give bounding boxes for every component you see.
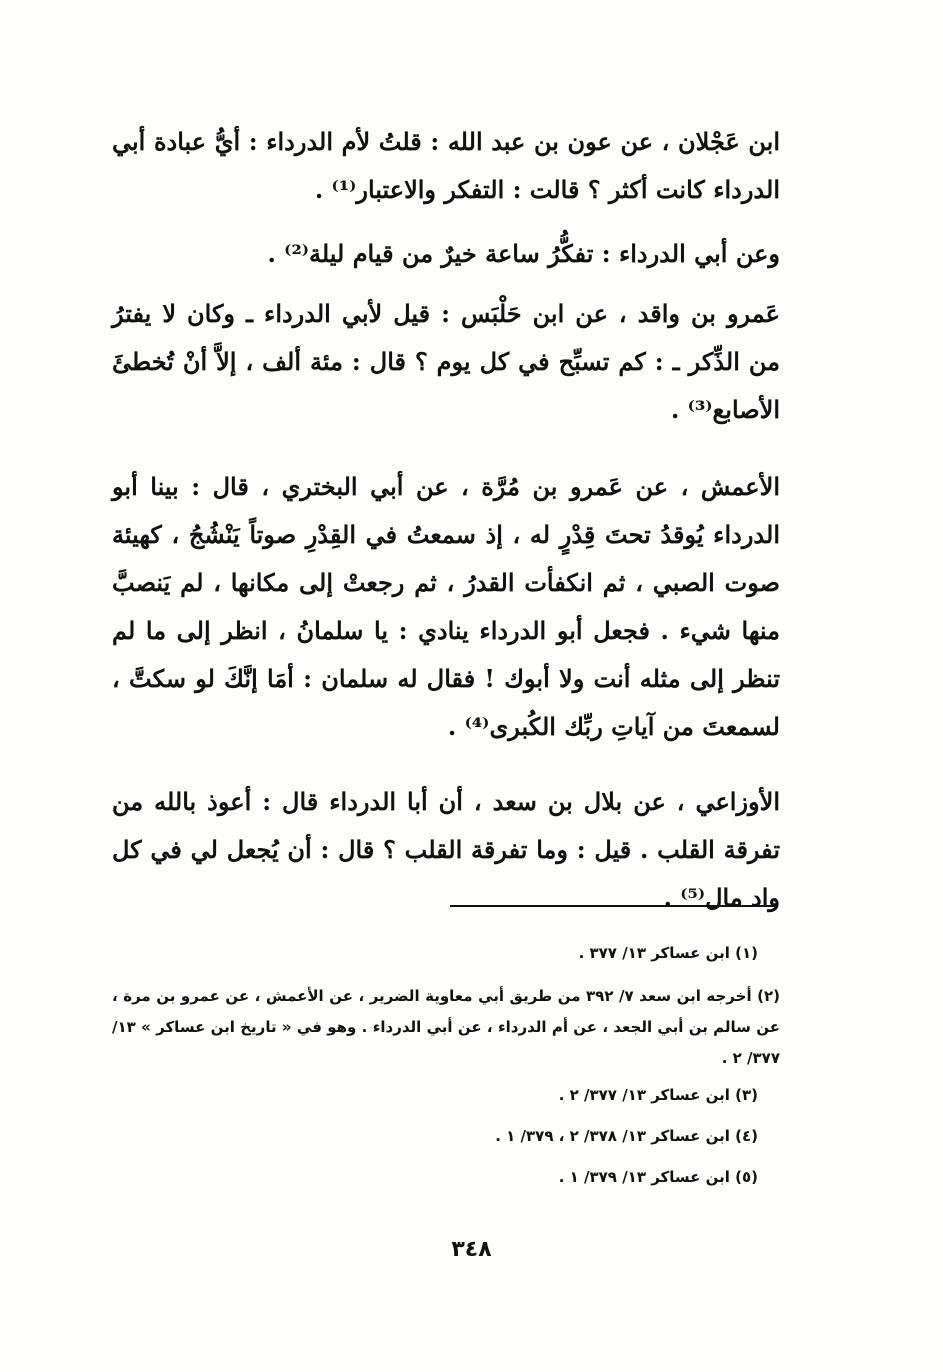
paragraph-text: الأعمش ، عن عَمرو بن مُرَّة ، عن أبي البختري ، قال : بينا أبو الدرداء يُوقدُ تحتَ قِدْرٍ له ، إذ سمعتُ في القِدْرِ صوتاً يَنْشُجُ ، كهيئة صوت الصبي ، ثم انكفأت القدرُ ، ثم رجعتْ إلى مكانها ، لم يَنصبَّ منها شيء . فجعل أبو الدرداء ينادي : يا سلمانُ ، انظر إلى ما لم تنظر إلى مثله أنت ولا أبوك ! فقال له سلمان : أمَا إنَّكَ لو سكتَّ ، لسمعتَ من آياتِ ربِّك الكُبرى⁽⁴⁾ . [112, 472, 780, 741]
paragraph-text: وعن أبي الدرداء : تفكُّرُ ساعة خيرٌ من قيام ليلة⁽²⁾ . [267, 239, 780, 268]
footnote-1: (١) ابن عساكر ١٣/ ٣٧٧ . [578, 944, 758, 962]
footnote-2: (٢) أخرجه ابن سعد ٧/ ٣٩٢ من طريق أبي معاوية الضرير ، عن الأعمش ، عن عمرو بن مرة ، عن سالم بن أبي الجعد ، عن أم الدرداء ، عن أبي الدرداء . وهو في « تاريخ ابن عساكر » ١٣/ ٣٧٧/ ٢ . [112, 987, 780, 1067]
footnote-5: (٥) ابن عساكر ١٣/ ٣٧٩/ ١ . [558, 1168, 758, 1186]
page-number: ٣٤٨ [451, 1237, 492, 1262]
paragraph-text: ابن عَجْلان ، عن عون بن عبد الله : قلتُ لأم الدرداء : أيُّ عبادة أبي الدرداء كانت أكثر ؟ قالت : التفكر والاعتبار⁽¹⁾ . [112, 127, 780, 204]
paragraph-text: عَمرو بن واقد ، عن ابن حَلْبَس : قيل لأبي الدرداء ـ وكان لا يفترُ من الذِّكر ـ : كم تسبِّح في كل يوم ؟ قال : مئة ألف ، إلاَّ أنْ تُخطئَ الأصابع⁽³⁾ . [112, 299, 780, 424]
footnotes [112, 938, 780, 1193]
paragraph-2 [112, 230, 780, 278]
footnote-3: (٣) ابن عساكر ١٣/ ٣٧٧/ ٢ . [558, 1086, 758, 1104]
paragraph-1 [112, 118, 780, 214]
paragraph-4 [112, 463, 780, 751]
paragraph-5 [112, 778, 780, 922]
footnote-4: (٤) ابن عساكر ١٣/ ٣٧٨/ ٢ ، ٣٧٩/ ١ . [495, 1127, 758, 1145]
footnote-separator [450, 905, 775, 907]
paragraph-text: الأوزاعي ، عن بلال بن سعد ، أن أبا الدرداء قال : أعوذ بالله من تفرقة القلب . قيل : وما تفرقة القلب ؟ قال : أن يُجعل لي في كل واد مال⁽⁵⁾ . [112, 787, 780, 912]
paragraph-3 [112, 290, 780, 434]
